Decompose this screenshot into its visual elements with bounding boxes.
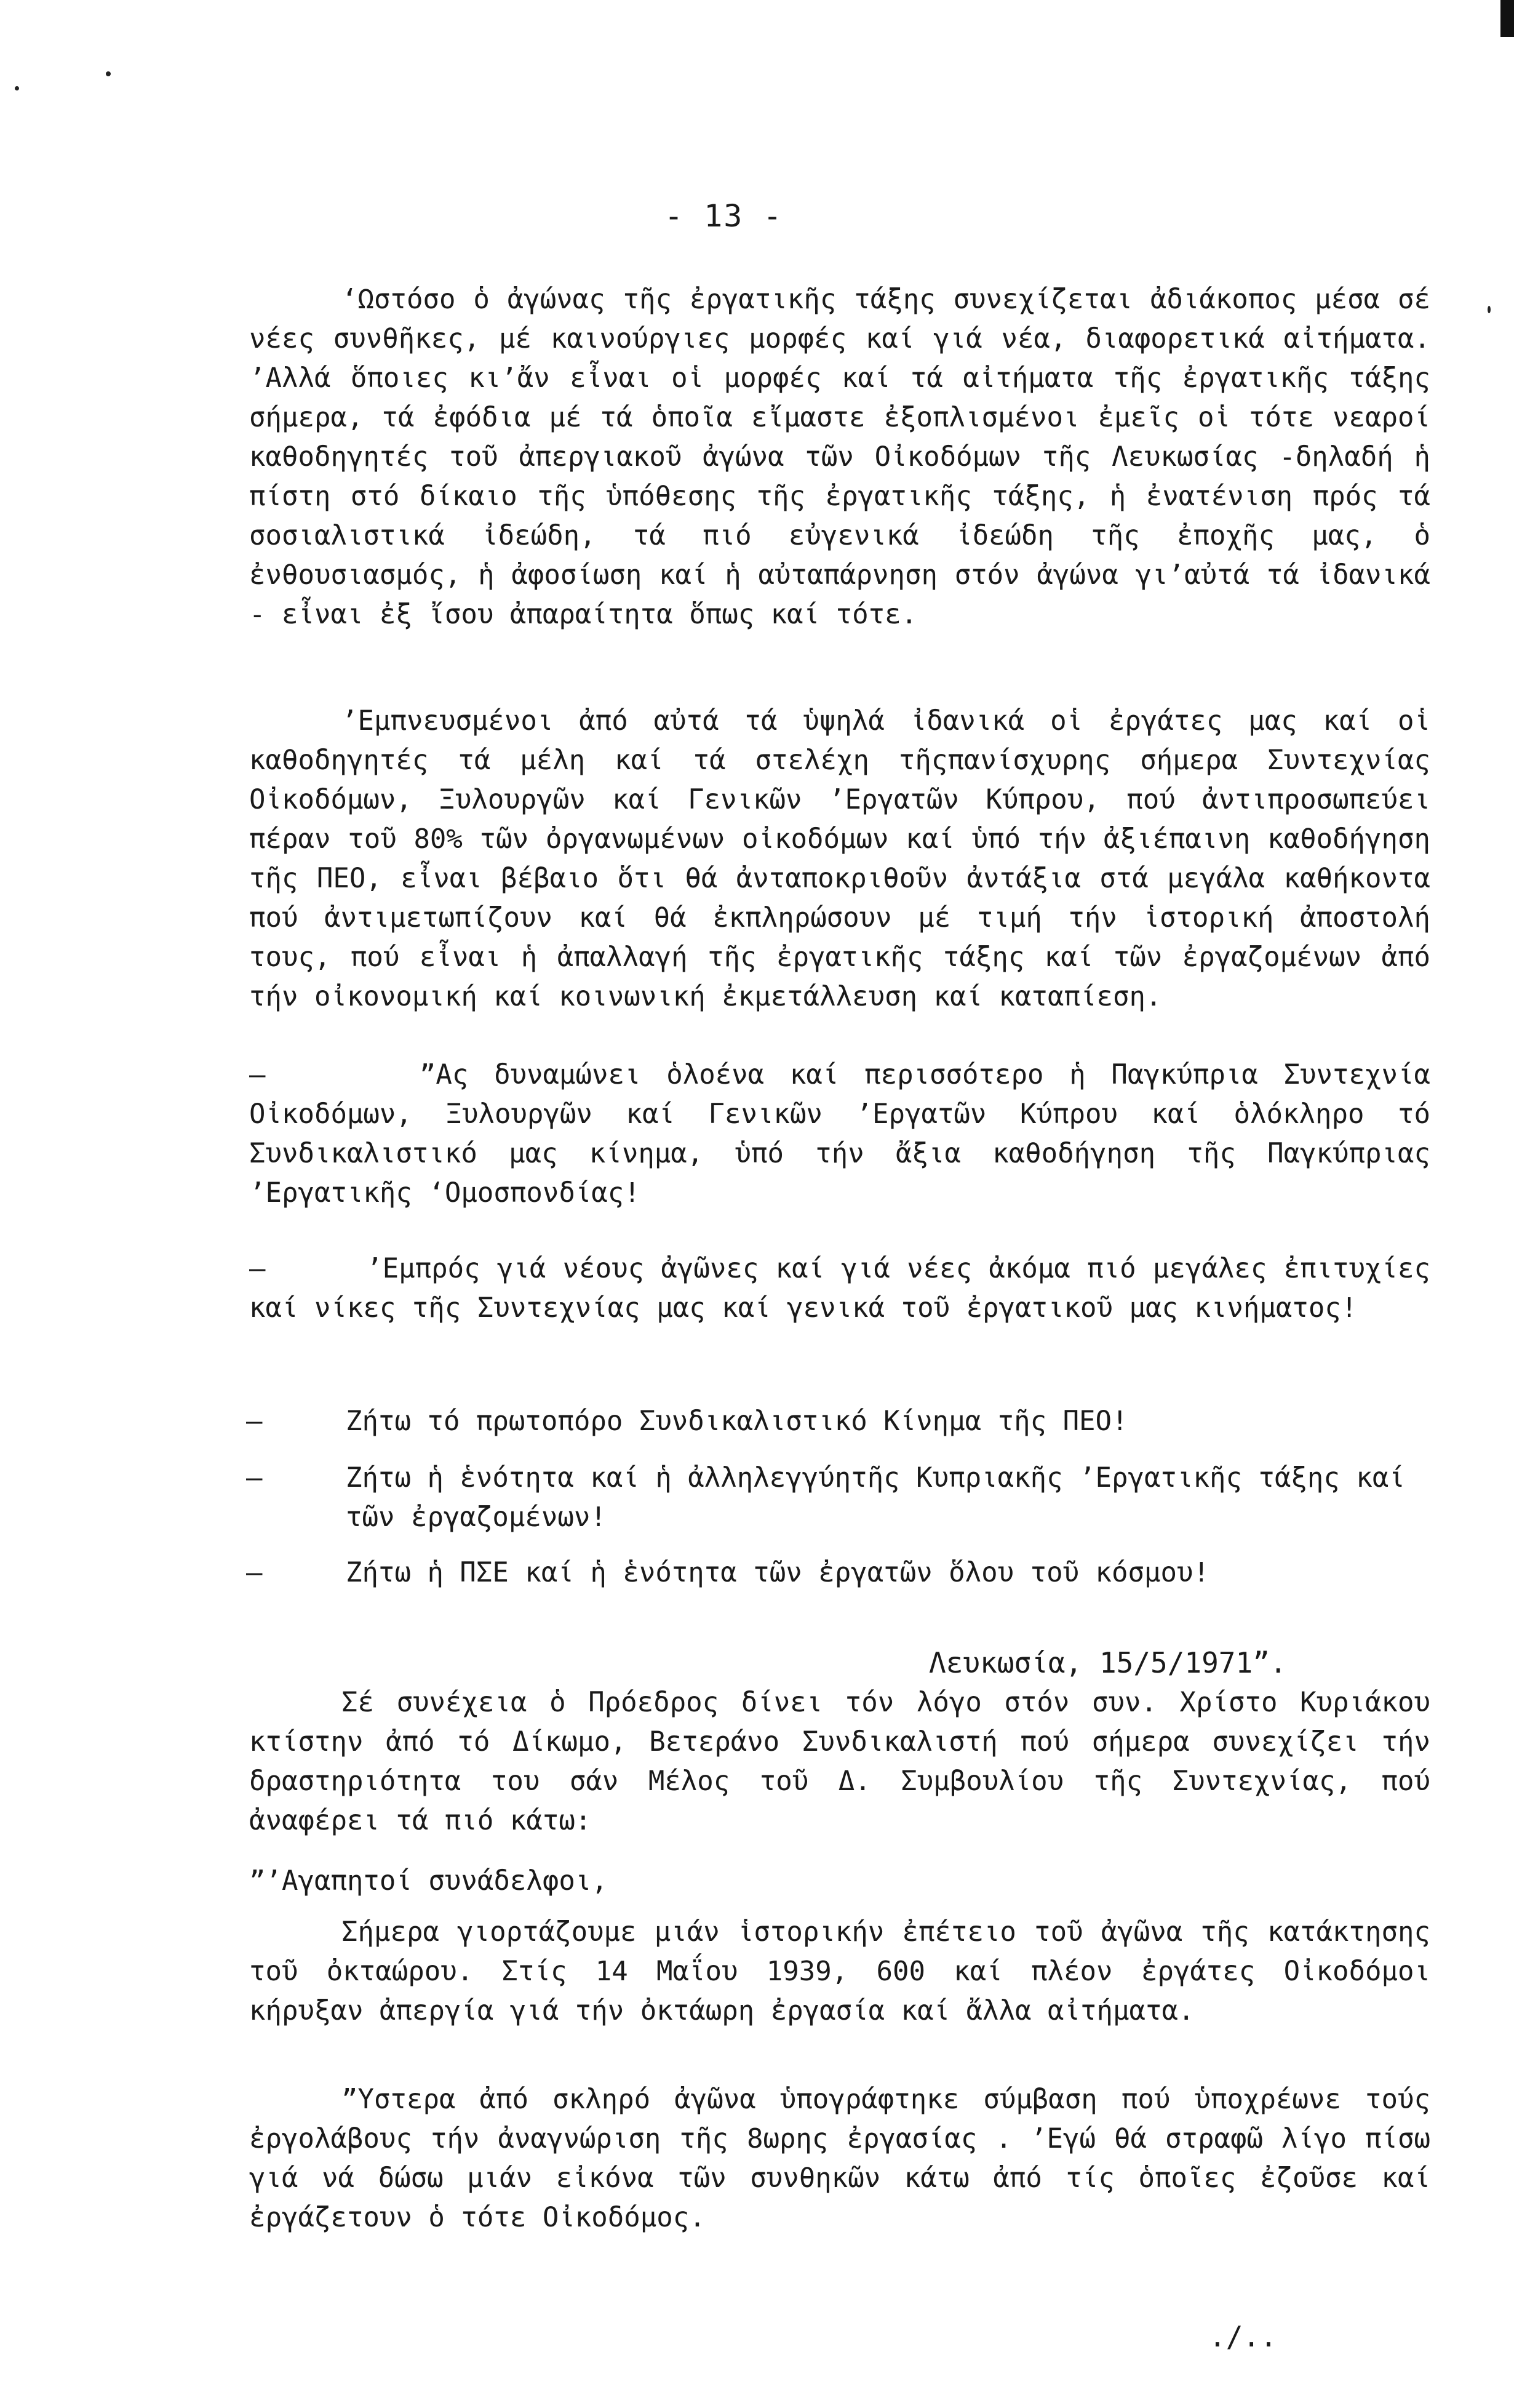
continued-mark: ./.. xyxy=(1209,2320,1277,2353)
speech-paragraph-2: ”Υστερα ἀπό σκληρό ἀγῶνα ὑπογράφτηκε σύμβαση πού ὑποχρέωνε τούς ἐργολάβους τήν ἀναγνώριση τῆς 8ωρης ἐργασίας . ’Εγώ θά στραφῶ λίγο πίσω γιά νά δώσω μιάν εἰκόνα τῶν συνθηκῶν κάτω ἀπό τίς ὁποῖες ἐζοῦσε καί ἐργάζετουν ὁ τότε Οἰκοδόμος. xyxy=(249,2084,1447,2233)
slogan-3-dash: – xyxy=(246,1557,263,1588)
scan-speck xyxy=(15,86,19,90)
date-signature: Λευκωσία, 15/5/1971”. xyxy=(929,1646,1287,1679)
slogan-2: Ζήτω ἡ ἑνότητα καί ἡ ἀλληλεγγύητῆς Κυπριακῆς ’Εργατικῆς τάξης καί τῶν ἐργαζομένων! xyxy=(346,1462,1405,1533)
paragraph-2: ’Εμπνευσμένοι ἀπό αὐτά τά ὑψηλά ἰδανικά οἱ ἐργάτες μας καί οἱ καθοδηγητές τά μέλη καί τά στελέχη τῆςπανίσχυρης σήμερα Συντεχνίας Οἰκοδόμων, Ξυλουργῶν καί Γενικῶν ’Εργατῶν Κύπρου, πού ἀντιπροσωπεύει πέραν τοῦ 80% τῶν ὀργανωμένων οἰκοδόμων καί ὑπό τήν ἀξιέπαινη καθοδήγηση τῆς ΠΕΟ, εἶναι βέβαιο ὅτι θά ἀνταποκριθοῦν ἀντάξια στά μεγάλα καθήκοντα πού ἀντιμετωπίζουν καί θά ἐκπληρώσουν μέ τιμή τήν ἱστορική ἀποστολή τους, πού εἶναι ἡ ἀπαλλαγή τῆς ἐργατικῆς τάξης καί τῶν ἐργαζομένων ἀπό τήν οἰκονομική καί κοινωνική ἐκμετάλλευση καί καταπίεση. xyxy=(249,705,1447,1012)
speech-paragraph-1: Σήμερα γιορτάζουμε μιάν ἱστορικήν ἐπέτειο τοῦ ἀγῶνα τῆς κατάκτησης τοῦ ὀκταώρου. Στίς 14 Μαΐου 1939, 600 καί πλέον ἐργάτες Οἰκοδόμοι κήρυξαν ἀπεργία γιά τήν ὀκτάωρη ἐργασία καί ἄλλα αἰτήματα. xyxy=(249,1916,1447,2026)
scan-speck xyxy=(106,71,111,76)
slogan-3: Ζήτω ἡ ΠΣΕ καί ἡ ἑνότητα τῶν ἐργατῶν ὅλου τοῦ κόσμου! xyxy=(346,1557,1209,1588)
paragraph-4: – ’Εμπρός γιά νέους ἀγῶνες καί γιά νέες ἀκόμα πιό μεγάλες ἐπιτυχίες καί νίκες τῆς Συντεχνίας μας καί γενικά τοῦ ἐργατικοῦ μας κινήματος! xyxy=(249,1253,1447,1324)
page-number: - 13 - xyxy=(664,198,783,234)
continuation-paragraph: Σέ συνέχεια ὁ Πρόεδρος δίνει τόν λόγο στόν συν. Χρίστο Κυριάκου κτίστην ἀπό τό Δίκωμο, Βετεράνο Συνδικαλιστή πού σήμερα συνεχίζει τήν δραστηριότητα του σάν Μέλος τοῦ Δ. Συμβουλίου τῆς Συντεχνίας, πού ἀναφέρει τά πιό κάτω: xyxy=(249,1687,1447,1836)
paragraph-1: ‘Ωστόσο ὁ ἀγώνας τῆς ἐργατικῆς τάξης συνεχίζεται ἀδιάκοπος μέσα σέ νέες συνθῆκες, μέ καινούργιες μορφές καί γιά νέα, διαφορετικά αἰτήματα. ’Αλλά ὅποιες κι’ἄν εἶναι οἱ μορφές καί τά αἰτήματα τῆς ἐργατικῆς τάξης σήμερα, τά ἐφόδια μέ τά ὁποῖα εἴμαστε ἐξοπλισμένοι ἐμεῖς οἱ τότε νεαροί καθοδηγητές τοῦ ἀπεργιακοῦ ἀγώνα τῶν Οἰκοδόμων τῆς Λευκωσίας -δηλαδή ἡ πίστη στό δίκαιο τῆς ὑπόθεσης τῆς ἐργατικῆς τάξης, ἡ ἐνατένιση πρός τά σοσιαλιστικά ἰδεώδη, τά πιό εὐγενικά ἰδεώδη τῆς ἐποχῆς μας, ὁ ἐνθουσιασμός, ἡ ἀφοσίωση καί ἡ αὐταπάρνηση στόν ἀγώνα γι’αὐτά τά ἰδανικά - εἶναι ἐξ ἴσου ἀπαραίτητα ὅπως καί τότε. xyxy=(249,284,1447,630)
slogan-1: Ζήτω τό πρωτοπόρο Συνδικαλιστικό Κίνημα τῆς ΠΕΟ! xyxy=(346,1406,1128,1437)
slogan-2-dash: – xyxy=(246,1462,263,1494)
scan-speck xyxy=(1488,306,1491,313)
paragraph-3: – ”Ας δυναμώνει ὁλοένα καί περισσότερο ἡ Παγκύπρια Συντεχνία Οἰκοδόμων, Ξυλουργῶν καί Γενικῶν ’Εργατῶν Κύπρου καί ὁλόκληρο τό Συνδικαλιστικό μας κίνημα, ὑπό τήν ἄξια καθοδήγηση τῆς Παγκύπριας ’Εργατικῆς ‘Ομοσπονδίας! xyxy=(249,1059,1447,1209)
slogan-1-dash: – xyxy=(246,1406,263,1437)
greeting: ”’Αγαπητοί συνάδελφοι, xyxy=(249,1865,608,1897)
scan-edge-mark xyxy=(1500,0,1514,37)
